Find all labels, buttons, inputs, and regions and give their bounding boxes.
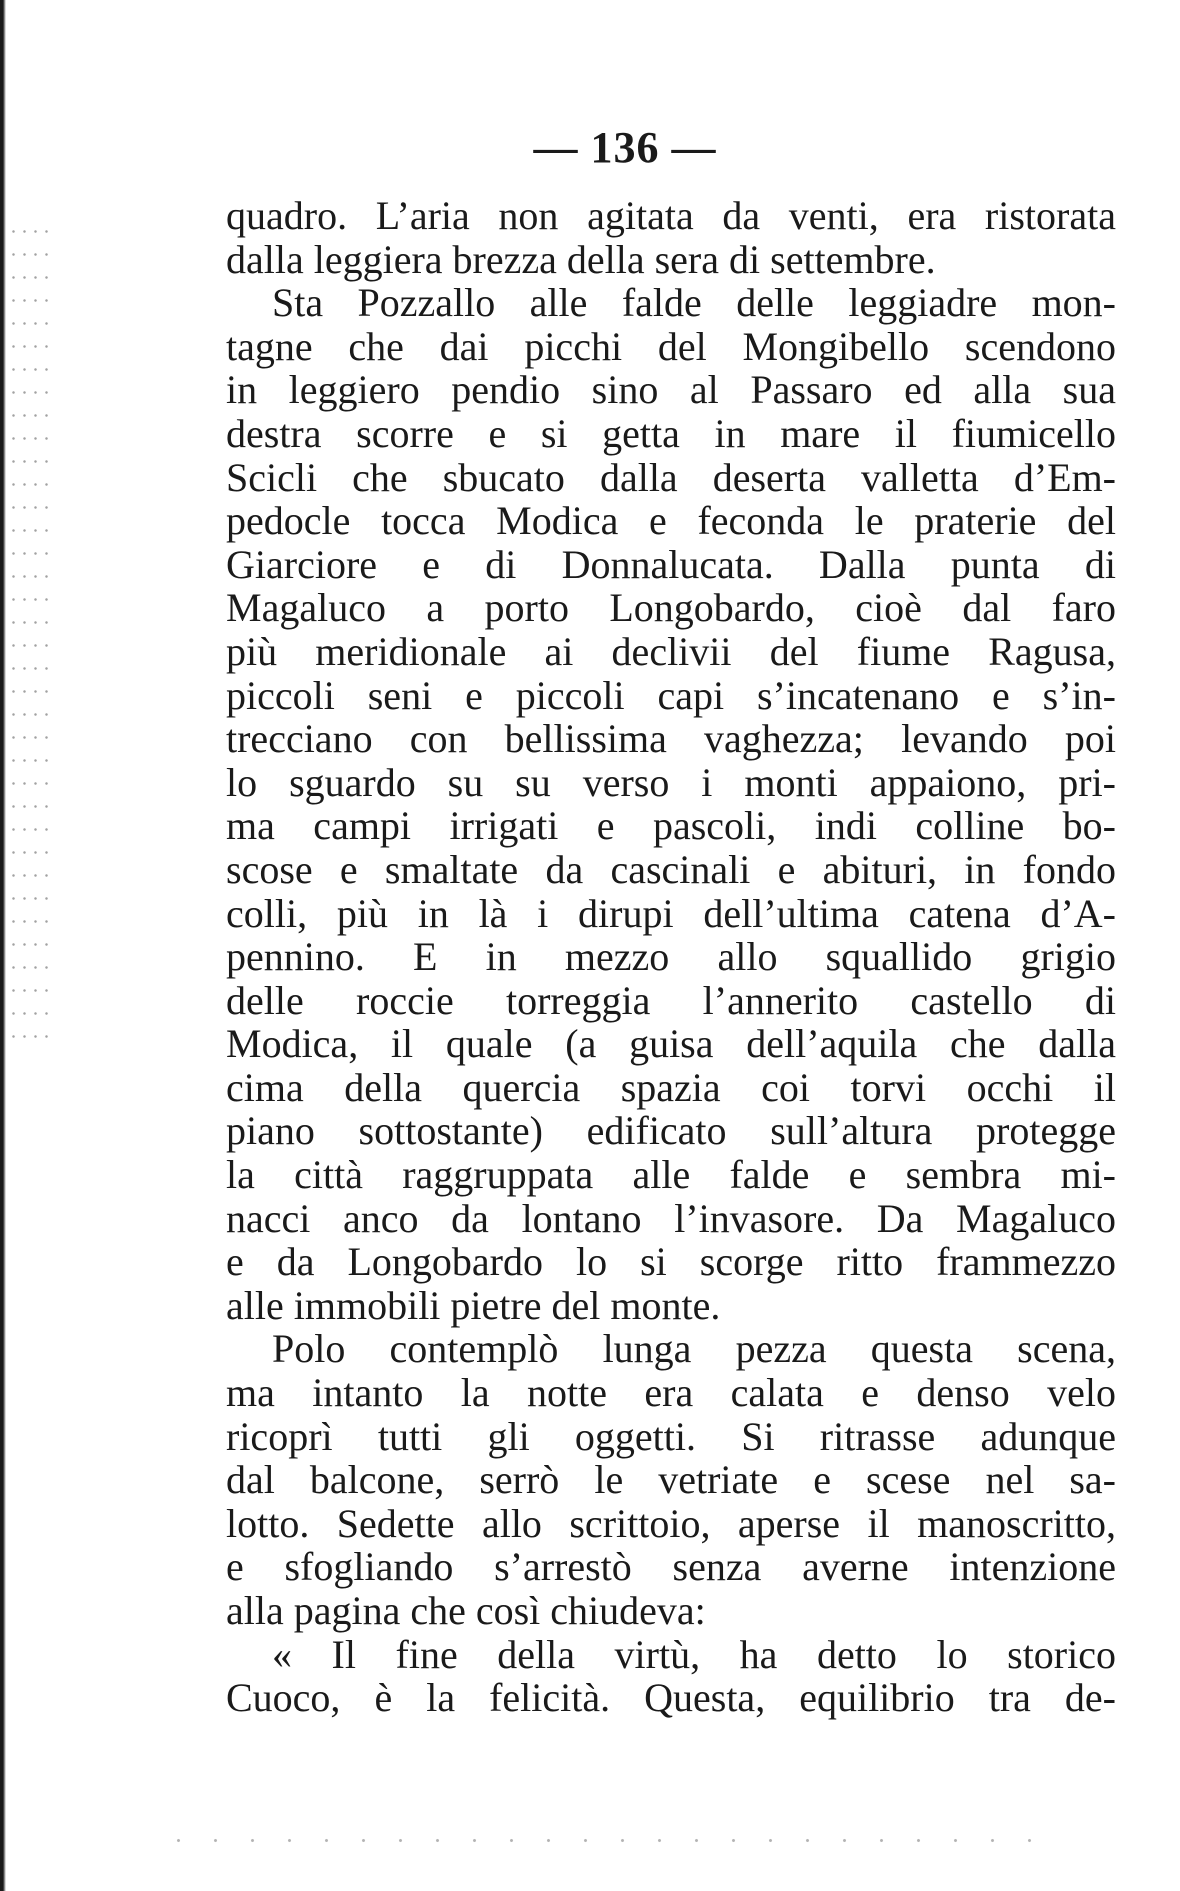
print-specks-bottom [160, 1836, 1060, 1846]
text-line-13: trecciano con bellissima vaghezza; levando poi [226, 716, 1116, 762]
text-line-25: e da Longobardo lo si scorge ritto frammezzo [226, 1239, 1116, 1285]
text-line-27: Polo contemplò lunga pezza questa scena, [272, 1326, 1116, 1372]
text-line-21: cima della quercia spazia coi torvi occhi il [226, 1064, 1116, 1110]
text-line-3: Sta Pozzallo alle falde delle leggiadre mon- [272, 280, 1116, 326]
page-number: — 136 — [533, 123, 717, 172]
text-line-24: nacci anco da lontano l’invasore. Da Magaluco [226, 1195, 1116, 1241]
text-line-23: la città raggruppata alle falde e sembra mi- [226, 1152, 1116, 1198]
text-line-8: pedocle tocca Modica e feconda le praterie del [226, 498, 1116, 544]
text-line-7: Scicli che sbucato dalla deserta valletta d’Em- [226, 454, 1116, 500]
text-line-18: pennino. E in mezzo allo squallido grigio [226, 934, 1116, 980]
text-line-17: colli, più in là i dirupi dell’ultima catena d’A- [226, 890, 1116, 936]
text-line-26: alle immobili pietre del monte. [226, 1282, 721, 1328]
text-line-22: piano sottostante) edificato sull’altura protegge [226, 1108, 1116, 1154]
text-line-16: scose e smaltate da cascinali e abituri, in fondo [226, 846, 1116, 892]
text-line-12: piccoli seni e piccoli capi s’incatenano e s’in- [226, 672, 1116, 718]
text-line-5: in leggiero pendio sino al Passaro ed alla sua [226, 367, 1116, 413]
text-line-9: Giarciore e di Donnalucata. Dalla punta di [226, 541, 1116, 587]
text-line-28: ma intanto la notte era calata e denso velo [226, 1370, 1116, 1416]
body-text [226, 194, 1116, 1720]
text-line-6: destra scorre e si getta in mare il fiumicello [226, 410, 1116, 456]
text-line-32: e sfogliando s’arrestò senza averne intenzione [226, 1544, 1116, 1590]
text-line-11: più meridionale ai declivii del fiume Ragusa, [226, 628, 1116, 674]
text-line-30: dal balcone, serrò le vetriate e scese nel sa- [226, 1457, 1116, 1503]
text-line-19: delle roccie torreggia l’annerito castello di [226, 977, 1116, 1023]
text-line-4: tagne che dai picchi del Mongibello scendono [226, 323, 1116, 369]
text-line-35: Cuoco, è la felicità. Questa, equilibrio tra de- [226, 1675, 1116, 1721]
print-specks-left [8, 220, 52, 1040]
text-line-14: lo sguardo su su verso i monti appaiono, pri- [226, 759, 1116, 805]
text-line-34: « Il fine della virtù, ha detto lo storico [272, 1631, 1116, 1677]
text-line-2: dalla leggiera brezza della sera di settembre. [226, 236, 936, 282]
text-line-20: Modica, il quale (a guisa dell’aquila che dalla [226, 1021, 1116, 1067]
text-line-31: lotto. Sedette allo scrittoio, aperse il manoscritto, [226, 1500, 1116, 1546]
text-line-29: ricoprì tutti gli oggetti. Si ritrasse adunque [226, 1413, 1116, 1459]
text-line-1: quadro. L’aria non agitata da venti, era ristorata [226, 193, 1116, 238]
text-line-10: Magaluco a porto Longobardo, cioè dal faro [226, 585, 1116, 631]
text-line-15: ma campi irrigati e pascoli, indi colline bo- [226, 803, 1116, 849]
text-line-33: alla pagina che così chiudeva: [226, 1588, 706, 1633]
